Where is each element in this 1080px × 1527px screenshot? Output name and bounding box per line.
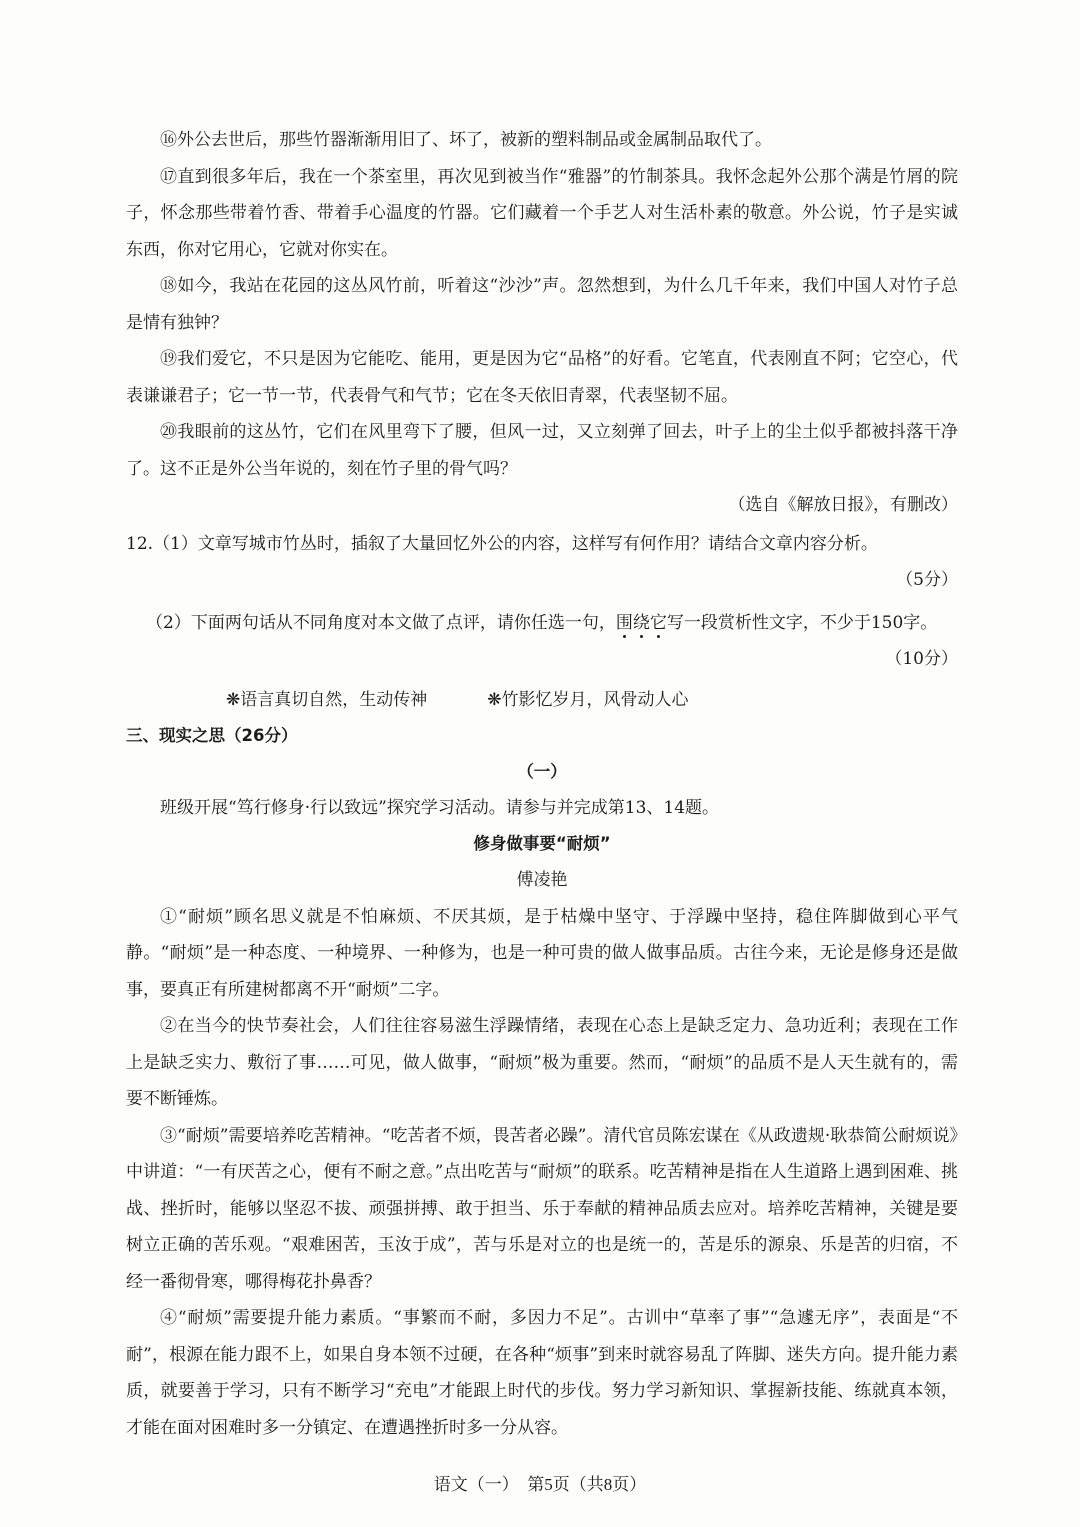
question-12-part-1-score: （5分） [896,570,958,590]
article-paragraph-4: ④“耐烦”需要提升能力素质。“事繁而不耐，多因力不足”。古训中“草率了事”“急遽无序”，表面是“不耐”，根源在能力跟不上，如果自身本领不过硬，在各种“烦事”到来时就容易乱了阵脚、迷失方向。提升能力素质，就要善于学习，只有不断学习“充电”才能跟上时代的步伐。努力学习新知识、掌握新技能、练就真本领，才能在面对困难时多一分镇定、在遭遇挫折时多一分从容。 [126,1308,958,1438]
question-12-part-2 [126,605,958,642]
paragraph-19: ⑲我们爱它，不只是因为它能吃、能用，更是因为它“品格”的好看。它笔直，代表刚直不阿；它空心，代表谦谦君子；它一节一节，代表骨气和气节；它在冬天依旧青翠，代表坚韧不屈。 [126,349,958,406]
article-paragraph-2: ②在当今的快节奏社会，人们往往容易滋生浮躁情绪，表现在心态上是缺乏定力、急功近利；表现在工作上是缺乏实力、敷衍了事……可见，做人做事，“耐烦”极为重要。然而，“耐烦”的品质不是人天生就有的，需要不断锤炼。 [126,1016,958,1109]
source-citation: （选自《解放日报》，有删改） [728,495,958,515]
section-heading: 三、现实之思（26分） [126,725,298,745]
emphasis-char: 绕 [632,612,650,633]
comment-options [126,682,958,718]
comment-option-2: ❋竹影忆岁月，风骨动人心 [487,689,689,710]
page-footer: 语文（一） 第5页（共8页） [433,1475,647,1494]
emphasis-char: 围 [615,612,633,633]
question-12-part-2-text-end: 写一段赏析性文字，不少于150字。 [666,612,938,633]
page-content [126,122,958,1446]
emphasis-char: 它 [649,612,667,633]
question-12-part-2-text: （2）下面两句话从不同角度对本文做了点评，请你任选一句， [146,612,616,633]
paragraph-20: ⑳我眼前的这丛竹，它们在风里弯下了腰，但风一过，又立刻弹了回去，叶子上的尘土似乎都被抖落干净了。这不正是外公当年说的，刻在竹子里的骨气吗？ [126,422,958,479]
question-12-part-2-score: （10分） [885,649,958,669]
activity-intro: 班级开展“笃行修身·行以致远”探究学习活动。请参与并完成第13、14题。 [160,797,720,818]
article-paragraph-3: ③“耐烦”需要培养吃苦精神。“吃苦者不烦，畏苦者必躁”。清代官员陈宏谋在《从政遗规·耿恭简公耐烦说》中讲道：“一有厌苦之心，便有不耐之意。”点出吃苦与“耐烦”的联系。吃苦精神是指在人生道路上遇到困难、挑战、挫折时，能够以坚忍不拔、顽强拼搏、敢于担当、乐于奉献的精神品质去应对。培养吃苦精神，关键是要树立正确的苦乐观。“艰难困苦，玉汝于成”，苦与乐是对立的也是统一的，苦是乐的源泉、乐是苦的归宿，不经一番彻骨寒，哪得梅花扑鼻香？ [126,1125,958,1292]
article-paragraph-1: ①“耐烦”顾名思义就是不怕麻烦、不厌其烦，是于枯燥中坚守、于浮躁中坚持，稳住阵脚做到心平气静。“耐烦”是一种态度、一种境界、一种修为，也是一种可贵的做人做事品质。古往今来，无论是修身还是做事，要真正有所建树都离不开“耐烦”二字。 [126,906,958,1000]
subsection-heading: （一） [517,761,567,781]
article-author: 傅凌艳 [516,870,568,890]
comment-option-1: ❋语言真切自然，生动传神 [226,689,428,710]
question-12-part-1: 12.（1）文章写城市竹丛时，插叙了大量回忆外公的内容，这样写有何作用？请结合文章内容分析。 [126,533,878,554]
article-title: 修身做事要“耐烦” [473,834,611,853]
paragraph-18: ⑱如今，我站在花园的这丛风竹前，听着这“沙沙”声。忽然想到，为什么几千年来，我们中国人对竹子总是情有独钟？ [126,276,958,333]
paragraph-16: ⑯外公去世后，那些竹器渐渐用旧了、坏了，被新的塑料制品或金属制品取代了。 [160,130,772,150]
paragraph-17: ⑰直到很多年后，我在一个茶室里，再次见到被当作“雅器”的竹制茶具。我怀念起外公那个满是竹屑的院子，怀念那些带着竹香、带着手心温度的竹器。它们藏着一个手艺人对生活朴素的敬意。外公说，竹子是实诚东西，你对它用心，它就对你实在。 [126,166,958,260]
